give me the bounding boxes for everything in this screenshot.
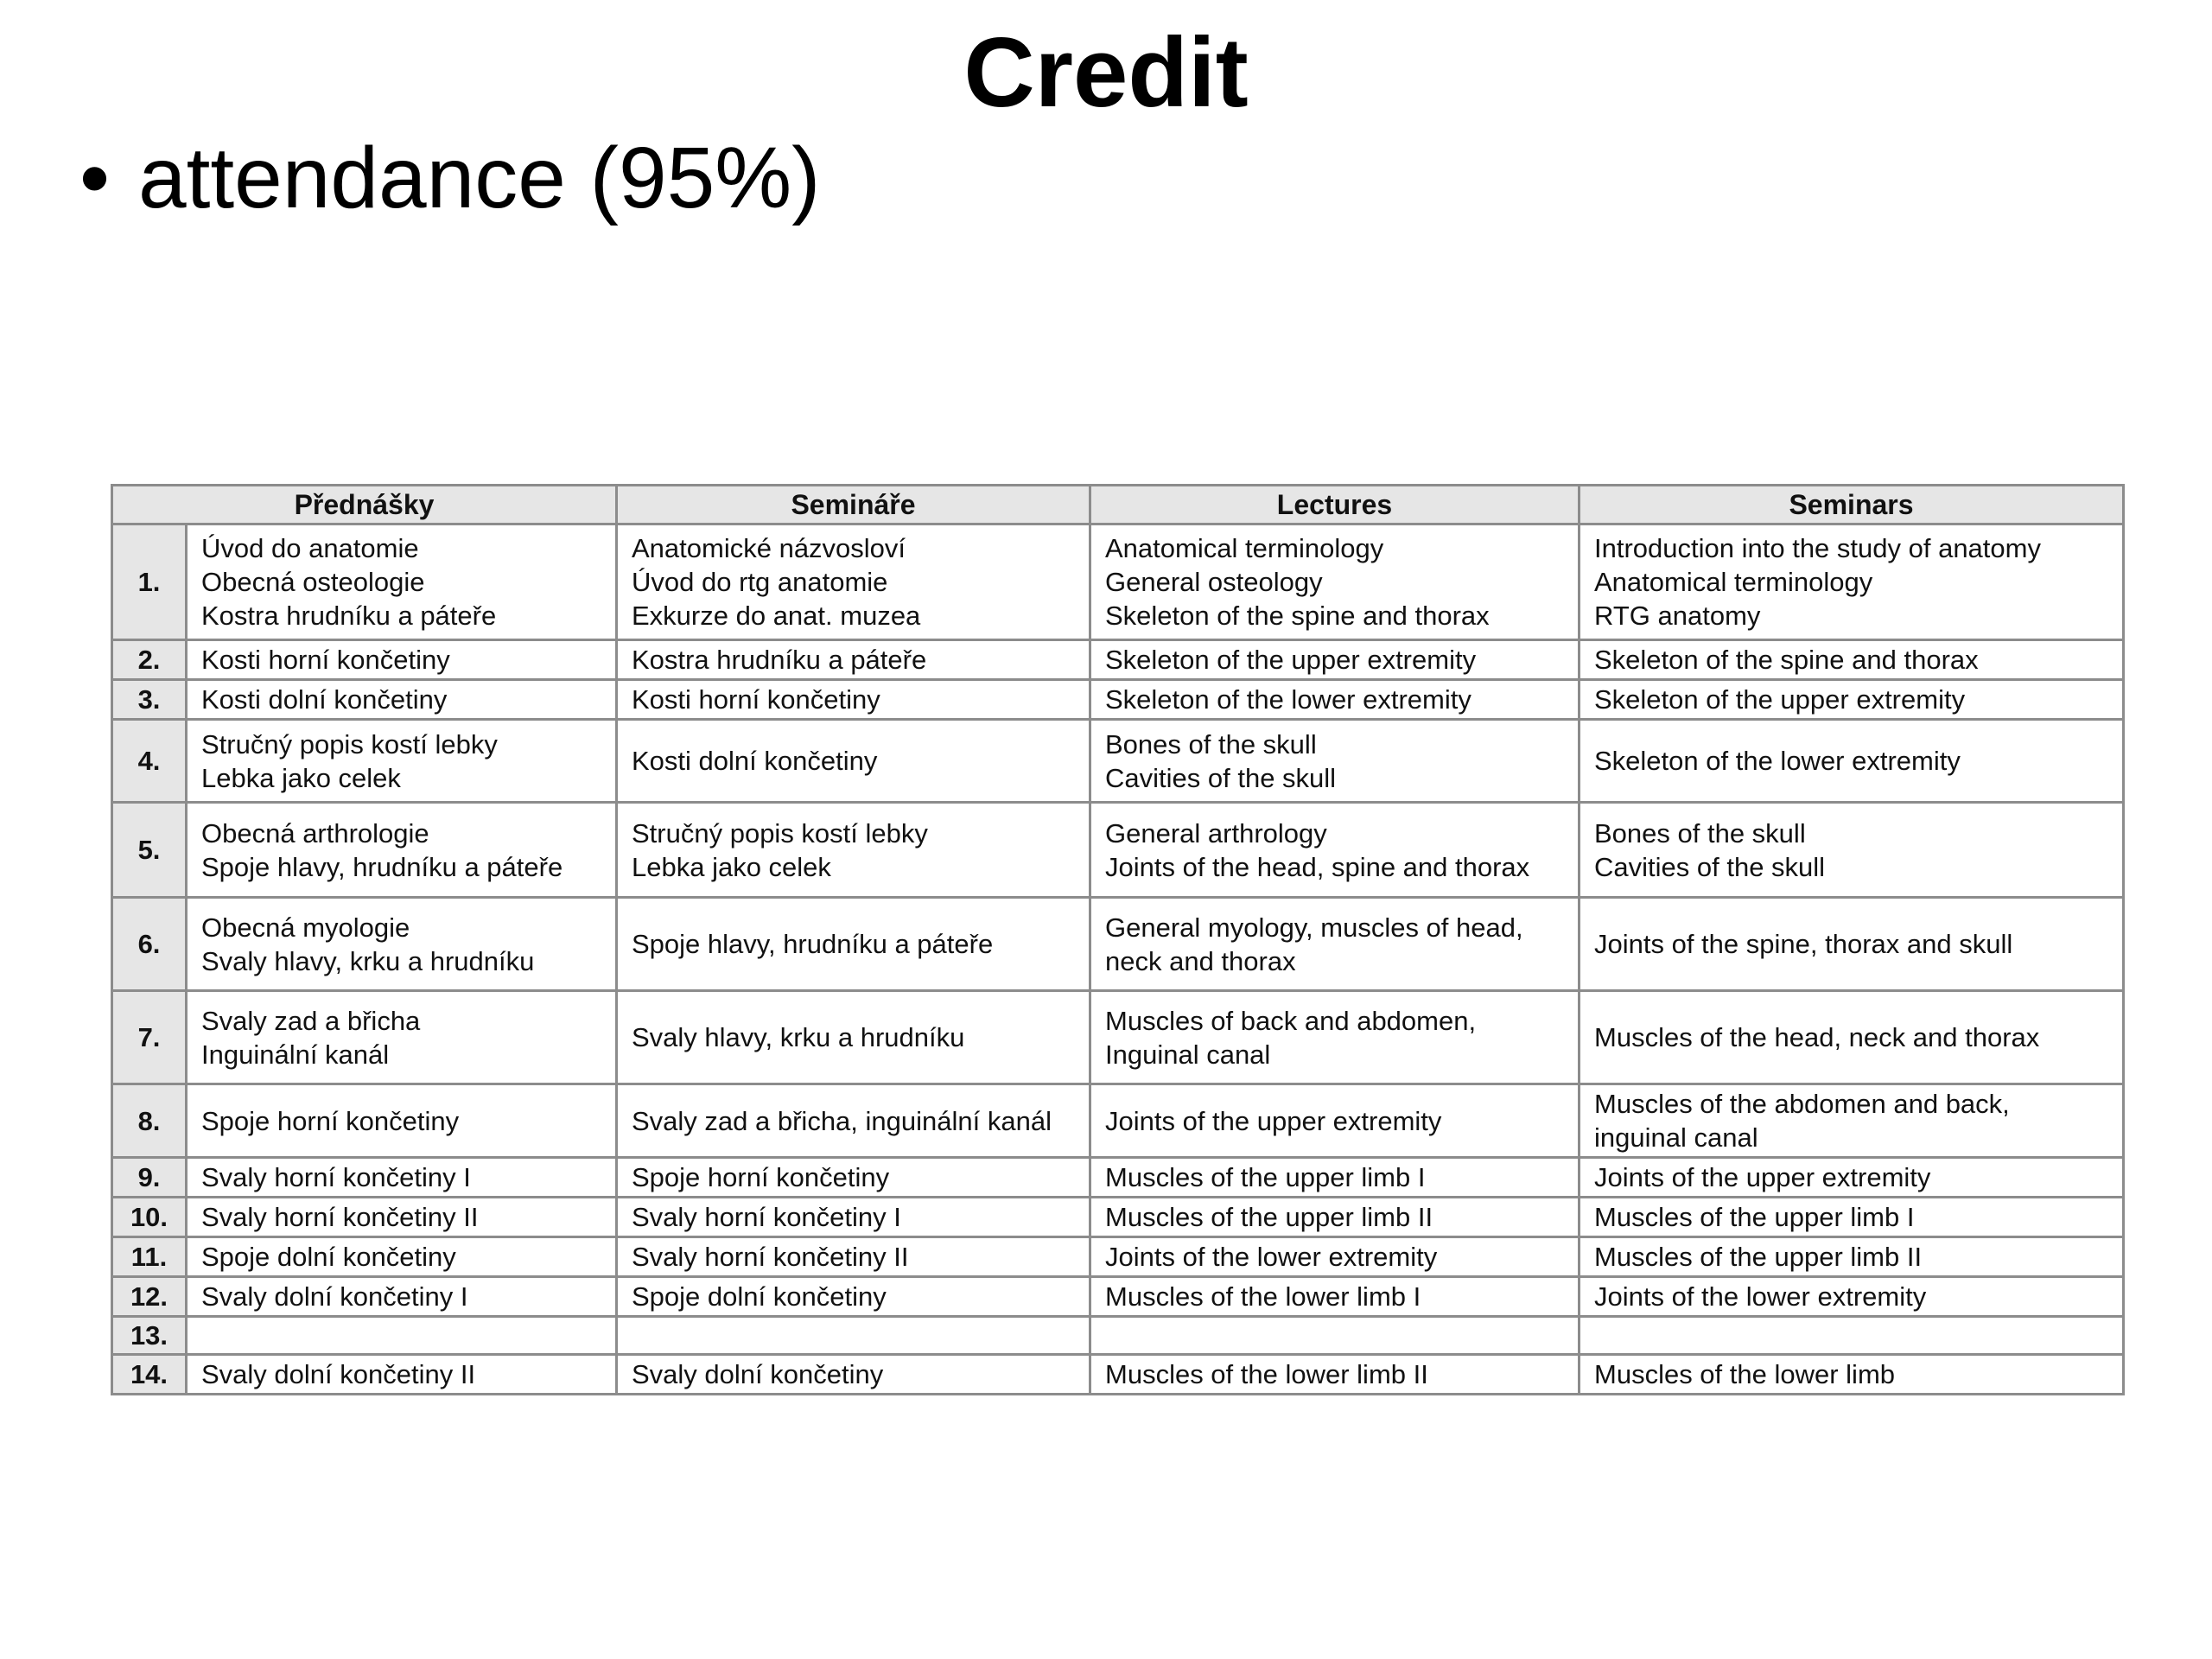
schedule-table <box>111 484 2125 1395</box>
table-row <box>112 1317 2124 1355</box>
cell-text: Spoje hlavy, hrudníku a páteře <box>632 929 994 959</box>
cell-seminars <box>1580 1158 2124 1198</box>
cell-text: General myology, muscles of head, <box>1105 912 1523 943</box>
cell-text: Exkurze do anat. muzea <box>632 601 921 631</box>
cell-text: Svaly zad a břicha <box>201 1005 421 1036</box>
cell-lectures <box>1090 1158 1580 1198</box>
cell-lectures <box>1090 720 1580 803</box>
row-number: 12. <box>112 1277 187 1317</box>
cell-text: Svaly dolní končetiny II <box>201 1359 476 1389</box>
cell-text: Joints of the head, spine and thorax <box>1105 851 1530 882</box>
header-seminars: Seminars <box>1580 486 2124 524</box>
cell-text: Spoje dolní končetiny <box>201 1242 456 1272</box>
table-row <box>112 1084 2124 1158</box>
cell-text: Muscles of the upper limb II <box>1594 1242 1923 1272</box>
cell-text: Obecná myologie <box>201 912 410 943</box>
row-number: 2. <box>112 640 187 680</box>
cell-text: Muscles of the head, neck and thorax <box>1594 1022 2040 1052</box>
cell-seminare <box>617 680 1090 720</box>
header-row <box>112 486 2124 524</box>
cell-lectures <box>1090 680 1580 720</box>
row-number: 14. <box>112 1355 187 1395</box>
cell-seminare <box>617 1158 1090 1198</box>
cell-seminars <box>1580 991 2124 1084</box>
table-row <box>112 991 2124 1084</box>
table-row <box>112 640 2124 680</box>
cell-text: Svaly horní končetiny I <box>201 1162 471 1192</box>
cell-seminare <box>617 898 1090 991</box>
cell-prednasky <box>187 680 617 720</box>
row-number: 6. <box>112 898 187 991</box>
cell-prednasky <box>187 1158 617 1198</box>
cell-seminars <box>1580 1355 2124 1395</box>
cell-text: Spoje dolní končetiny <box>632 1281 887 1312</box>
table-row <box>112 720 2124 803</box>
cell-text: Joints of the spine, thorax and skull <box>1594 929 2013 959</box>
table-row <box>112 898 2124 991</box>
header-prednasky: Přednášky <box>112 486 617 524</box>
schedule-table-header <box>112 486 2124 524</box>
cell-text: Muscles of the upper limb I <box>1105 1162 1426 1192</box>
cell-prednasky <box>187 524 617 640</box>
header-seminare: Semináře <box>617 486 1090 524</box>
cell-seminare <box>617 524 1090 640</box>
row-number: 3. <box>112 680 187 720</box>
cell-seminare <box>617 1198 1090 1237</box>
cell-text: Cavities of the skull <box>1105 762 1337 793</box>
cell-prednasky <box>187 1317 617 1355</box>
cell-seminars <box>1580 680 2124 720</box>
cell-text: Stručný popis kostí lebky <box>201 728 498 760</box>
cell-seminars <box>1580 720 2124 803</box>
row-number: 13. <box>112 1317 187 1355</box>
cell-text: Muscles of the upper limb I <box>1594 1202 1915 1232</box>
cell-text: Anatomical terminology <box>1105 533 1384 563</box>
cell-text: Joints of the upper extremity <box>1594 1162 1931 1192</box>
cell-seminare <box>617 1355 1090 1395</box>
cell-text: Skeleton of the lower extremity <box>1594 746 1961 776</box>
table-row <box>112 1277 2124 1317</box>
cell-text: Bones of the skull <box>1105 728 1317 760</box>
cell-text: Anatomical terminology <box>1594 567 1873 597</box>
cell-text: Kosti dolní končetiny <box>201 684 448 715</box>
cell-prednasky <box>187 1355 617 1395</box>
cell-text: Kostra hrudníku a páteře <box>201 601 497 631</box>
table-row <box>112 1158 2124 1198</box>
cell-lectures <box>1090 1355 1580 1395</box>
cell-text: Svaly zad a břicha, inguinální kanál <box>632 1105 1052 1136</box>
cell-text: Spoje horní končetiny <box>632 1162 890 1192</box>
row-number: 9. <box>112 1158 187 1198</box>
bullet-item <box>79 126 820 230</box>
cell-lectures <box>1090 1198 1580 1237</box>
table-row <box>112 1198 2124 1237</box>
cell-prednasky <box>187 1198 617 1237</box>
cell-text: Spoje horní končetiny <box>201 1105 460 1136</box>
cell-text: Spoje hlavy, hrudníku a páteře <box>201 851 563 882</box>
cell-text: Introduction into the study of anatomy <box>1594 533 2041 563</box>
cell-lectures <box>1090 1317 1580 1355</box>
cell-text: General osteology <box>1105 567 1323 597</box>
cell-lectures <box>1090 898 1580 991</box>
cell-lectures <box>1090 991 1580 1084</box>
cell-text: Svaly horní končetiny II <box>632 1242 909 1272</box>
cell-text: Muscles of the lower limb II <box>1105 1359 1428 1389</box>
cell-text: Muscles of the upper limb II <box>1105 1202 1433 1232</box>
cell-text: Kosti horní končetiny <box>201 645 450 675</box>
cell-text: Inguinální kanál <box>201 1039 390 1070</box>
cell-prednasky <box>187 720 617 803</box>
cell-text: Kosti horní končetiny <box>632 684 880 715</box>
cell-seminars <box>1580 803 2124 898</box>
row-number: 11. <box>112 1237 187 1277</box>
table-row <box>112 524 2124 640</box>
cell-text: Obecná osteologie <box>201 567 425 597</box>
cell-lectures <box>1090 1084 1580 1158</box>
cell-seminare <box>617 720 1090 803</box>
bullet-marker: • <box>79 130 111 226</box>
table-row <box>112 803 2124 898</box>
cell-seminars <box>1580 1317 2124 1355</box>
cell-seminare <box>617 991 1090 1084</box>
row-number: 10. <box>112 1198 187 1237</box>
cell-text: Kosti dolní končetiny <box>632 746 878 776</box>
cell-text: Skeleton of the upper extremity <box>1594 684 1966 715</box>
cell-text: Úvod do rtg anatomie <box>632 567 888 597</box>
cell-text: Joints of the lower extremity <box>1105 1242 1438 1272</box>
cell-seminare <box>617 1084 1090 1158</box>
cell-text: Svaly dolní končetiny I <box>201 1281 468 1312</box>
cell-text: Muscles of the abdomen and back, <box>1594 1089 2010 1119</box>
table-row <box>112 680 2124 720</box>
cell-text: Stručný popis kostí lebky <box>632 817 928 849</box>
cell-lectures <box>1090 1277 1580 1317</box>
cell-seminars <box>1580 1198 2124 1237</box>
cell-text: Bones of the skull <box>1594 817 1806 849</box>
bullet-text: attendance (95%) <box>138 130 821 226</box>
cell-text: Svaly hlavy, krku a hrudníku <box>201 945 535 976</box>
cell-lectures <box>1090 1237 1580 1277</box>
cell-text: Lebka jako celek <box>632 851 831 882</box>
cell-seminars <box>1580 1237 2124 1277</box>
cell-seminare <box>617 1237 1090 1277</box>
table-row <box>112 1237 2124 1277</box>
cell-text: Svaly horní končetiny I <box>632 1202 901 1232</box>
cell-text: General arthrology <box>1105 817 1327 849</box>
slide-title: Credit <box>963 18 1249 128</box>
cell-text: Úvod do anatomie <box>201 533 419 563</box>
cell-text: Skeleton of the spine and thorax <box>1105 601 1490 631</box>
cell-text: Anatomické názvosloví <box>632 533 906 563</box>
row-number: 4. <box>112 720 187 803</box>
cell-prednasky <box>187 803 617 898</box>
cell-text: inguinal canal <box>1594 1122 1758 1153</box>
cell-text: Kostra hrudníku a páteře <box>632 645 927 675</box>
cell-text: neck and thorax <box>1105 945 1296 976</box>
cell-seminare <box>617 1317 1090 1355</box>
cell-lectures <box>1090 524 1580 640</box>
cell-text: Joints of the lower extremity <box>1594 1281 1927 1312</box>
cell-lectures <box>1090 803 1580 898</box>
cell-lectures <box>1090 640 1580 680</box>
header-lectures: Lectures <box>1090 486 1580 524</box>
cell-prednasky <box>187 898 617 991</box>
cell-text: Muscles of the lower limb I <box>1105 1281 1421 1312</box>
cell-prednasky <box>187 991 617 1084</box>
cell-text: Muscles of the lower limb <box>1594 1359 1896 1389</box>
cell-seminare <box>617 803 1090 898</box>
cell-text: Svaly horní končetiny II <box>201 1202 479 1232</box>
cell-text: Skeleton of the lower extremity <box>1105 684 1471 715</box>
cell-text: Joints of the upper extremity <box>1105 1105 1442 1136</box>
cell-text: Skeleton of the upper extremity <box>1105 645 1477 675</box>
cell-seminars <box>1580 640 2124 680</box>
cell-text: Cavities of the skull <box>1594 851 1826 882</box>
cell-text: Muscles of back and abdomen, <box>1105 1005 1477 1036</box>
cell-seminars <box>1580 1277 2124 1317</box>
cell-text: Svaly dolní končetiny <box>632 1359 884 1389</box>
cell-text: Inguinal canal <box>1105 1039 1271 1070</box>
cell-seminars <box>1580 898 2124 991</box>
schedule-table-body <box>112 524 2124 1395</box>
cell-prednasky <box>187 1237 617 1277</box>
table-row <box>112 1355 2124 1395</box>
cell-seminare <box>617 1277 1090 1317</box>
row-number: 7. <box>112 991 187 1084</box>
cell-text: Svaly hlavy, krku a hrudníku <box>632 1022 965 1052</box>
row-number: 1. <box>112 524 187 640</box>
row-number: 8. <box>112 1084 187 1158</box>
cell-text: Lebka jako celek <box>201 762 401 793</box>
cell-seminars <box>1580 1084 2124 1158</box>
cell-seminare <box>617 640 1090 680</box>
row-number: 5. <box>112 803 187 898</box>
cell-prednasky <box>187 1084 617 1158</box>
cell-text: Skeleton of the spine and thorax <box>1594 645 1979 675</box>
cell-prednasky <box>187 1277 617 1317</box>
cell-text: Obecná arthrologie <box>201 817 429 849</box>
cell-seminars <box>1580 524 2124 640</box>
cell-text: RTG anatomy <box>1594 601 1761 631</box>
cell-prednasky <box>187 640 617 680</box>
